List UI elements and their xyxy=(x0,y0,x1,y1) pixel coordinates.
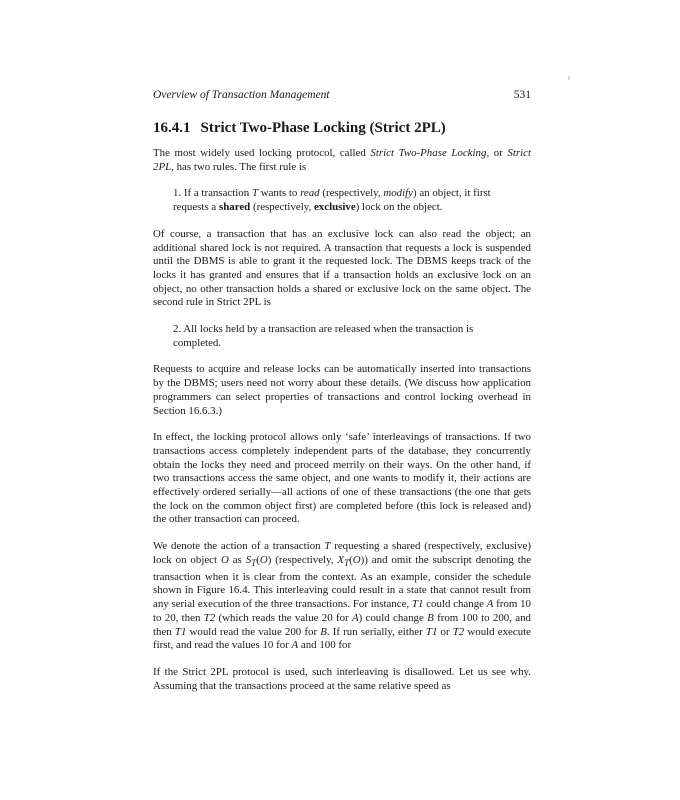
paragraph-1: The most widely used locking protocol, called Strict Two-Phase Locking, or Strict 2PL, has two rules. The first rule is xyxy=(153,147,531,173)
corner-mark: r xyxy=(568,74,571,82)
running-header xyxy=(153,89,531,105)
paragraph-5: We denote the action of a transaction T requesting a shared (respectively, exclusive) lock on object O as $S_T(O)$ (respectively, $X_T(O)$) and omit the subscript denoting the transaction when it is clear from the context. As an example, consider the schedule shown in Figure 16.4. This interleaving could result in a state that cannot result from any serial execution of the three transactions. For instance, T1 could change A from 10 to 20, then T2 (which reads the value 20 for A) could change B from 100 to 200, and then T1 would read the value 200 for B. If run serially, either T1 or T2 would execute first, and read the values 10 for A and 100 for xyxy=(153,540,532,652)
page-number: 531 xyxy=(513,89,531,101)
section-title: Strict Two-Phase Locking (Strict 2PL) xyxy=(200,120,446,136)
body-text xyxy=(153,147,531,706)
section-number: 16.4.1 xyxy=(153,120,191,136)
paragraph-3: Requests to acquire and release locks can be automatically inserted into transactions by the DBMS; users need not worry about these details. (We discuss how application programmers can select properties of transactions and control locking overhead in Section 16.6.3.) xyxy=(153,363,531,417)
section-heading xyxy=(153,120,531,137)
paragraph-2: Of course, a transaction that has an exclusive lock can also read the object; an additional shared lock is not required. A transaction that requests a lock is suspended until the DBMS is able to grant it the requested lock. The DBMS keeps track of the locks it has granted and ensures that if a transaction holds an exclusive lock on an object, no other transaction holds a shared or exclusive lock on the same object. The second rule in Strict 2PL is xyxy=(153,227,531,309)
rule-1: 1. If a transaction T wants to read (respectively, modify) an object, it first requests a shared (respectively, exclusive) lock on the object. xyxy=(173,187,491,214)
header-title: Overview of Transaction Management xyxy=(153,89,330,101)
rule-2: 2. All locks held by a transaction are released when the transaction is completed. xyxy=(173,323,474,349)
paragraph-4: In effect, the locking protocol allows only ‘safe’ interleavings of transactions. If two transactions access completely independent parts of the database, they concurrently obtain the locks they need and proceed merrily on their ways. On the other hand, if two transactions access the same object, and one wants to modify it, their actions are effectively ordered serially—all actions of one of these transactions (the one that gets the lock on the common object first) are completed before (this lock is released and) the other transaction can proceed. xyxy=(153,431,531,526)
paragraph-6: If the Strict 2PL protocol is used, such interleaving is disallowed. Let us see why. Assuming that the transactions proceed at the same relative speed as xyxy=(153,665,531,692)
